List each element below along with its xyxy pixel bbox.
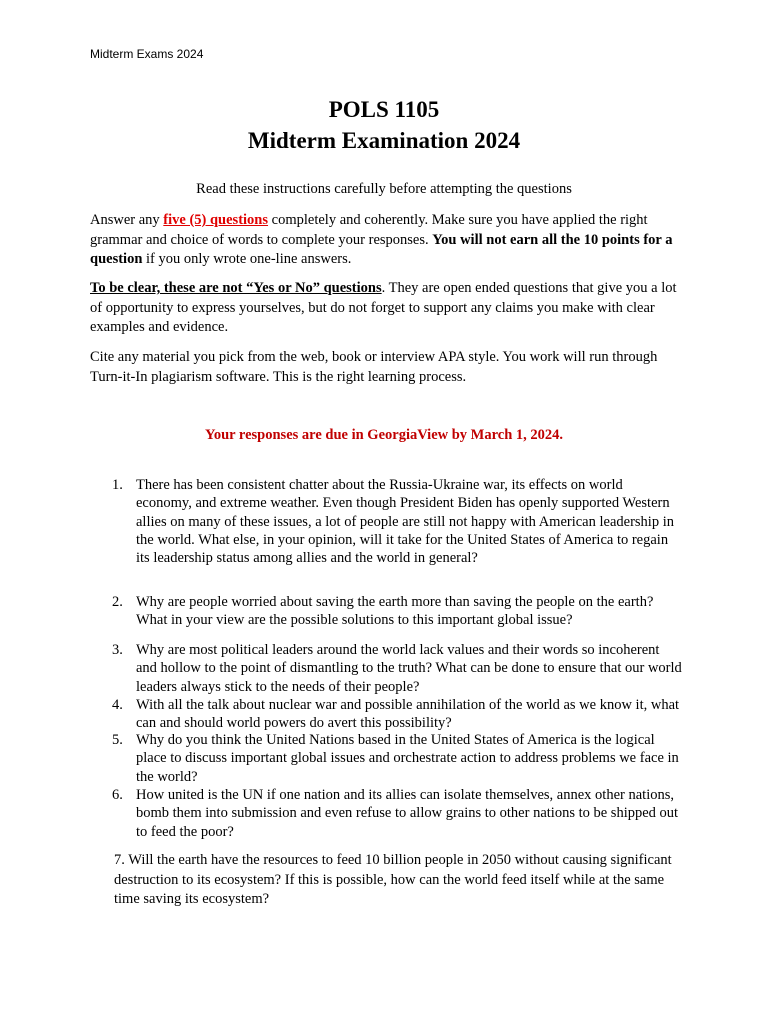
- question-number: 1.: [112, 477, 123, 493]
- question-text: Why are most political leaders around the world lack values and their words so incoherent and hollow to the point of dismantling to the truth? What can be done to ensure that our world leaders always stick to the needs of their people?: [136, 642, 682, 695]
- question-number: 4.: [112, 697, 123, 713]
- question-text: How united is the UN if one nation and its allies can isolate themselves, annex other nations, bomb them into submission and even refuse to allow grains to other nations to be shipped out to feed the poor?: [136, 787, 679, 840]
- question-text: Why do you think the United Nations based in the United States of America is the logical place to discuss important global issues and orchestrate action to address problems we face in the world?: [136, 732, 679, 785]
- page-header: Midterm Exams 2024: [90, 47, 204, 61]
- instructions-paragraph-3: Cite any material you pick from the web, book or interview APA style. You work will run through Turn-it-In plagiarism software. This is the right learning process.: [90, 349, 658, 385]
- question-number: 6.: [112, 787, 123, 803]
- instructions-paragraph-1: [90, 211, 686, 270]
- five-questions-highlight: five (5) questions: [163, 212, 269, 228]
- p1-text-a: Answer any: [90, 212, 164, 228]
- question-number: 2.: [112, 594, 123, 610]
- p1-text-c: completely and coherently. Make sure you have applied the right grammar and choice of words to complete your responses.: [90, 212, 648, 248]
- question-number: 5.: [112, 732, 123, 748]
- question-text: There has been consistent chatter about the Russia-Ukraine war, its effects on world economy, and extreme weather. Even though President Biden has openly supported Western allies on many of these issues, a lot of people are still not happy with American leadership in the world. What else, in your opinion, will it take for the United States of America to regain its leadership status among allies and the world in general?: [136, 477, 674, 567]
- course-code-title: POLS 1105: [328, 97, 440, 122]
- instructions-paragraph-2: [90, 279, 686, 338]
- exam-title: Midterm Examination 2024: [247, 128, 521, 153]
- p2-text-b: . They are open ended questions that give you a lot of opportunity to express yourselves, but do not forget to support any claims you make with clear examples and evidence.: [90, 280, 677, 335]
- p1-text-e: if you only wrote one-line answers.: [142, 251, 352, 267]
- due-date-notice: Your responses are due in GeorgiaView by March 1, 2024.: [204, 427, 564, 443]
- yes-no-warning: To be clear, these are not “Yes or No” questions: [90, 280, 382, 296]
- question-text: With all the talk about nuclear war and possible annihilation of the world as we know it, what can and should world powers do avert this possibility?: [136, 697, 680, 732]
- instructions-intro: Read these instructions carefully before attempting the questions: [196, 181, 572, 197]
- question-7-paragraph: 7. Will the earth have the resources to feed 10 billion people in 2050 without causing significant destruction to its ecosystem? If this is possible, how can the world feed itself while at the same time saving its ecosystem?: [114, 852, 672, 907]
- question-text: Why are people worried about saving the earth more than saving the people on the earth? What in your view are the possible solutions to this important global issue?: [136, 594, 654, 629]
- points-warning: You will not earn all the 10 points for a question: [90, 231, 673, 267]
- question-number: 3.: [112, 642, 123, 658]
